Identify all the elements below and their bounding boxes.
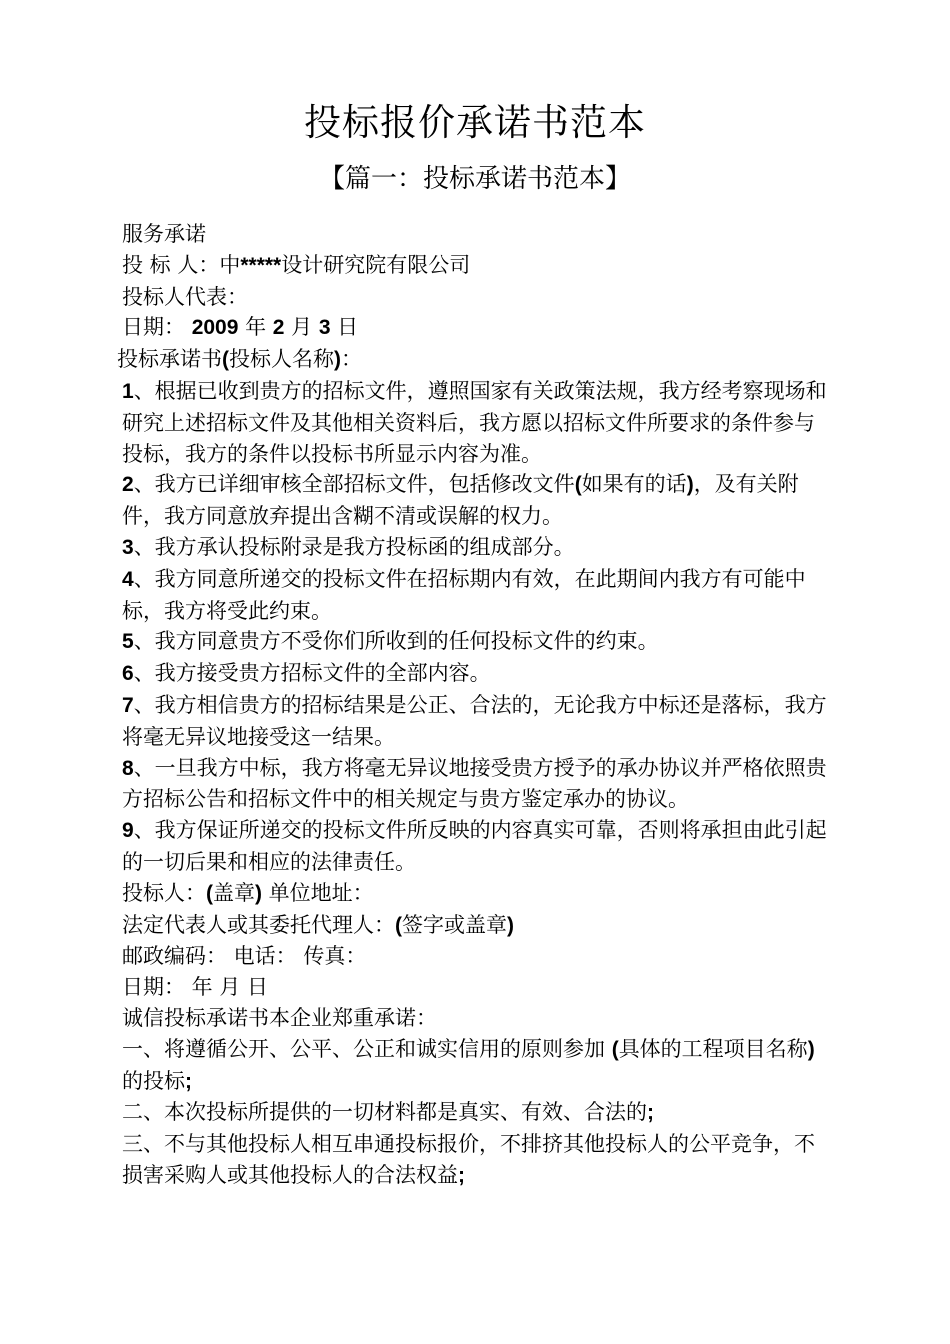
commitment-item: 1、根据已收到贵方的招标文件，遵照国家有关政策法规，我方经考察现场和研究上述招标文件及其他相关资料后，我方愿以招标文件所要求的条件参与投标，我方的条件以投标书所显示内容为准。	[122, 378, 827, 466]
signature-line-legal-rep: 法定代表人或其委托代理人：(签字或盖章)	[122, 912, 514, 937]
signature-line-contact: 邮政编码： 电话： 传真：	[122, 944, 367, 969]
signature-line-bidder: 投标人：(盖章) 单位地址：	[122, 880, 374, 905]
commitment-item: 6、我方接受贵方招标文件的全部内容。	[122, 661, 491, 686]
header-line-bidder: 投 标 人：中*****设计研究院有限公司	[122, 252, 471, 277]
document-body	[117, 219, 835, 1192]
header-line-representative: 投标人代表：	[122, 284, 248, 309]
commitment-item: 8、一旦我方中标，我方将毫无异议地接受贵方授予的承办协议并严格依照贵方招标公告和招标文件中的相关规定与贵方鉴定承办的协议。	[122, 755, 827, 812]
pledge-title: 诚信投标承诺书本企业郑重承诺：	[122, 1005, 437, 1030]
commitment-item: 2、我方已详细审核全部招标文件，包括修改文件(如果有的话)，及有关附件，我方同意放弃提出含糊不清或误解的权力。	[122, 472, 799, 529]
document-subtitle: 【篇一：投标承诺书范本】	[318, 164, 631, 194]
commitment-item: 5、我方同意贵方不受你们所收到的任何投标文件的约束。	[122, 629, 659, 654]
header-line-date: 日期： 2009 年 2 月 3 日	[122, 315, 359, 340]
commitment-item: 3、我方承认投标附录是我方投标函的组成部分。	[122, 534, 575, 559]
commitment-item: 7、我方相信贵方的招标结果是公正、合法的，无论我方中标还是落标，我方将毫无异议地接受这一结果。	[122, 692, 827, 749]
commitment-item: 4、我方同意所递交的投标文件在招标期内有效，在此期间内我方有可能中标，我方将受此约束。	[122, 566, 806, 623]
pledge-item: 三、不与其他投标人相互串通投标报价，不排挤其他投标人的公平竞争，不损害采购人或其他投标人的合法权益;	[122, 1132, 815, 1187]
document-title: 投标报价承诺书范本	[304, 101, 646, 144]
pledge-item: 二、本次投标所提供的一切材料都是真实、有效、合法的;	[122, 1100, 654, 1125]
signature-line-date: 日期： 年 月 日	[122, 975, 269, 1000]
pledge-item: 一、将遵循公开、公平、公正和诚实信用的原则参加 (具体的工程项目名称)的投标;	[122, 1036, 815, 1093]
salutation: 投标承诺书(投标人名称)：	[117, 347, 362, 372]
header-line-service: 服务承诺	[122, 222, 206, 246]
commitment-item: 9、我方保证所递交的投标文件所反映的内容真实可靠，否则将承担由此引起的一切后果和相应的法律责任。	[122, 818, 827, 874]
